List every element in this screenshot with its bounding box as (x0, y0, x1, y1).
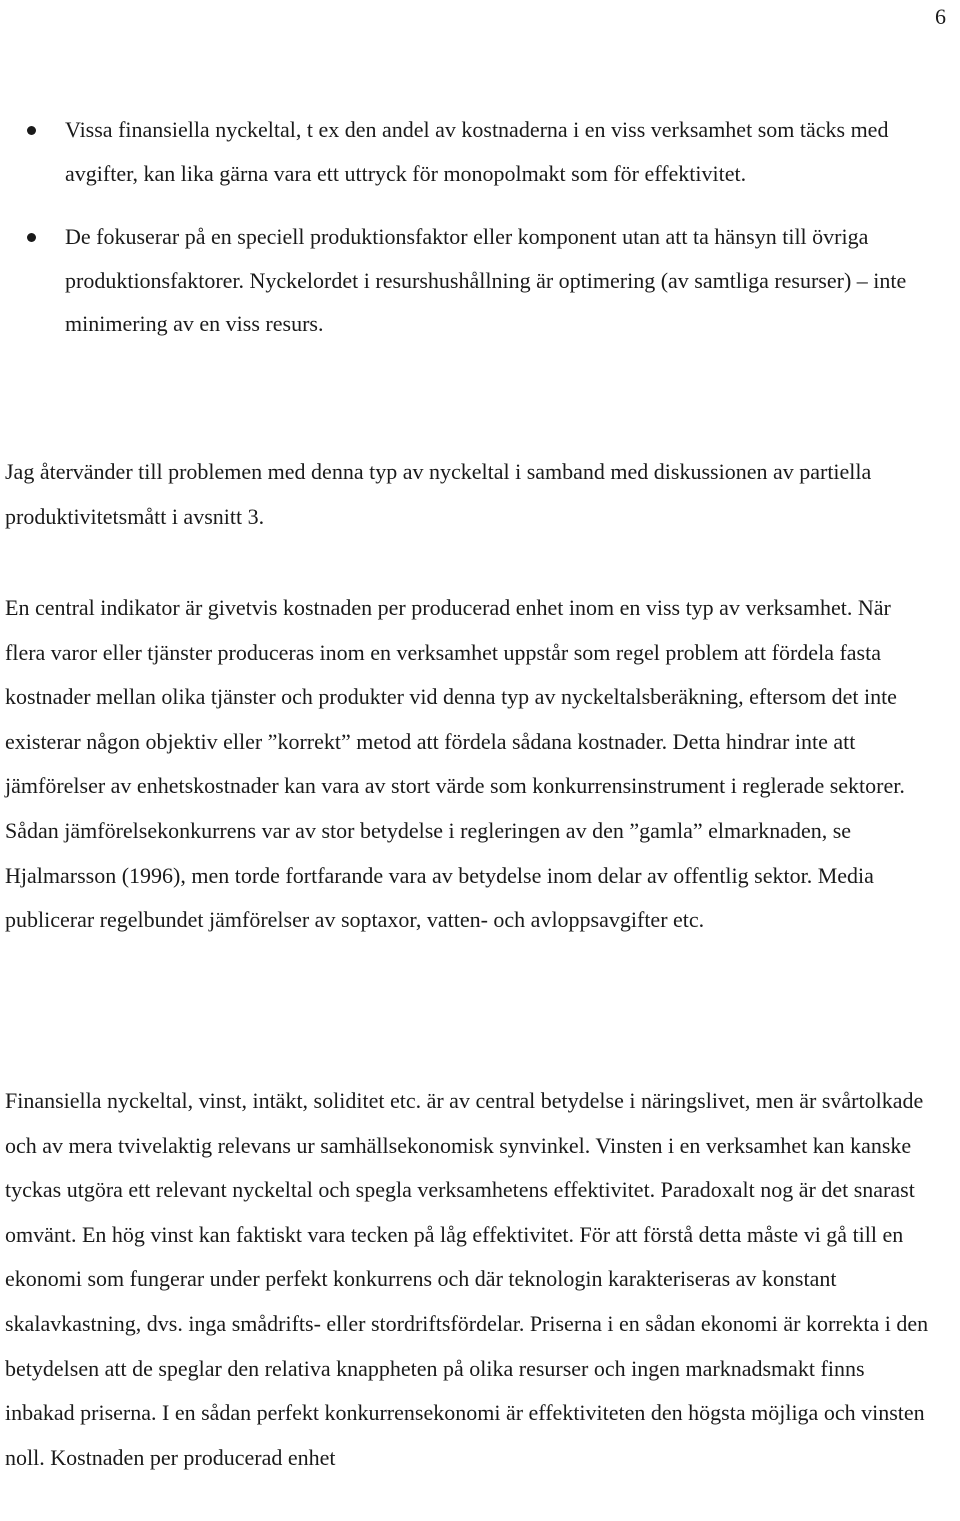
bullet-text: De fokuserar på en speciell produktionsfaktor eller komponent utan att ta hänsyn till övriga produktionsfaktorer. Nyckelordet i resurshushållning är optimering (av samtliga resurser) – inte minimering av en viss resurs. (65, 224, 907, 336)
bullet-dot-icon (27, 126, 36, 135)
bullet-text: Vissa finansiella nyckeltal, t ex den andel av kostnaderna i en viss verksamhet som täcks med avgifter, kan lika gärna vara ett uttryck för monopolmakt som för effektivitet. (65, 117, 889, 186)
paragraph: En central indikator är givetvis kostnaden per producerad enhet inom en viss typ av verksamhet. När flera varor eller tjänster produceras inom en verksamhet uppstår som regel problem att fördela fasta kostnader mellan olika tjänster och produkter vid denna typ av nyckeltalsberäkning, eftersom det inte existerar någon objektiv eller ”korrekt” metod att fördela sådana kostnader. Detta hindrar inte att jämförelser av enhetskostnader kan vara av stort värde som konkurrensinstrument i reglerade sektorer. Sådan jämförelsekonkurrens var av stor betydelse i regleringen av den ”gamla” elmarknaden, se Hjalmarsson (1996), men torde fortfarande vara av betydelse inom delar av offentlig sektor. Media publicerar regelbundet jämförelser av soptaxor, vatten- och avloppsavgifter etc. (5, 595, 905, 933)
bullet-list (0, 108, 960, 346)
page-number: 6 (935, 4, 946, 29)
bullet-item (0, 215, 960, 346)
paragraph: Finansiella nyckeltal, vinst, intäkt, soliditet etc. är av central betydelse i näringslivet, men är svårtolkade och av mera tvivelaktig relevans ur samhällsekonomisk synvinkel. Vinsten i en verksamhet kan kanske tyckas utgöra ett relevant nyckeltal och spegla verksamhetens effektivitet. Paradoxalt nog är det snarast omvänt. En hög vinst kan faktiskt vara tecken på låg effektivitet. För att förstå detta måste vi gå till en ekonomi som fungerar under perfekt konkurrens och där teknologin karakteriseras av konstant skalavkastning, dvs. inga smådrifts- eller stordriftsfördelar. Priserna i en sådan ekonomi är korrekta i den betydelsen att de speglar den relativa knappheten på olika resurser och ingen marknadsmakt finns inbakad priserna. I en sådan perfekt konkurrensekonomi är effektiviteten den högsta möjliga och vinsten noll. Kostnaden per producerad enhet (5, 1088, 929, 1470)
paragraph: Jag återvänder till problemen med denna typ av nyckeltal i samband med diskussionen av partiella produktivitetsmått i avsnitt 3. (5, 459, 872, 529)
bullet-item (0, 108, 960, 195)
bullet-dot-icon (27, 233, 36, 242)
